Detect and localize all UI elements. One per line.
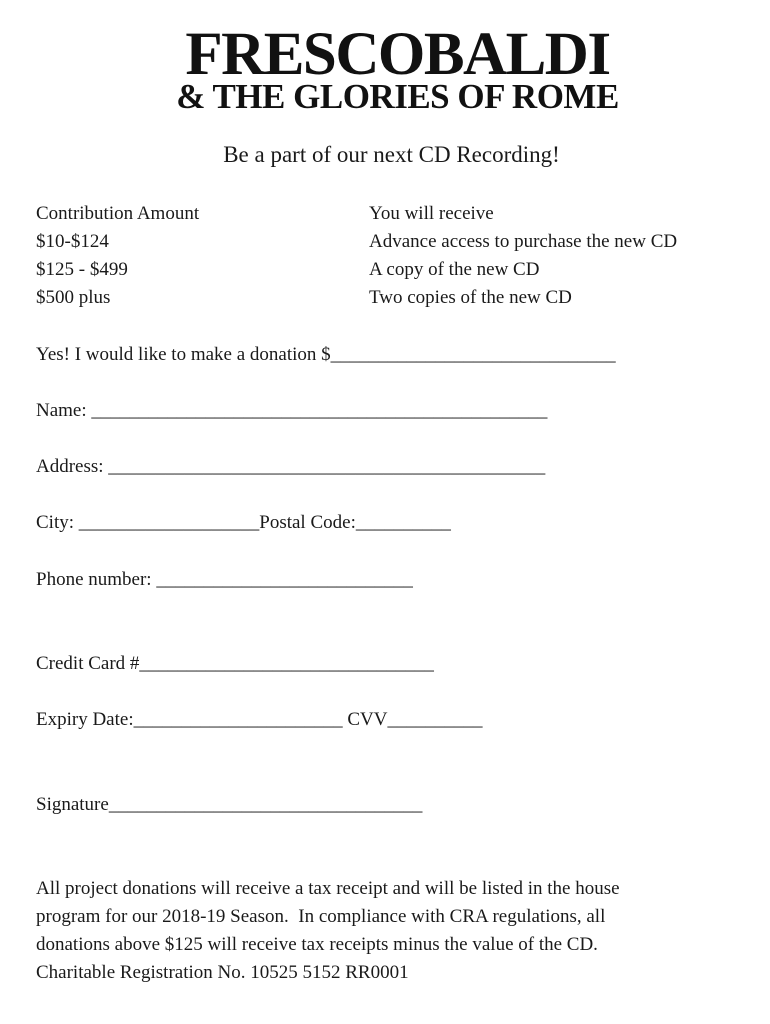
tagline: Be a part of our next CD Recording! bbox=[223, 142, 560, 167]
notice-line: donations above $125 will receive tax receipts minus the value of the CD. bbox=[36, 934, 598, 955]
charitable-registration: Charitable Registration No. 10525 5152 RR0001 bbox=[36, 962, 409, 983]
address-line: Address: ______________________________________________ bbox=[36, 456, 546, 477]
tier-benefit: Advance access to purchase the new CD bbox=[369, 231, 678, 252]
you-will-receive-heading: You will receive bbox=[369, 203, 494, 224]
organization-title: FRESCOBALDI bbox=[185, 21, 610, 88]
signature-line: Signature_________________________________ bbox=[36, 794, 423, 815]
tier-amount: $10-$124 bbox=[36, 231, 109, 252]
city-postal-line: City: ___________________Postal Code:__________ bbox=[36, 512, 451, 533]
tier-benefit: A copy of the new CD bbox=[369, 259, 540, 280]
contribution-amount-heading: Contribution Amount bbox=[36, 203, 200, 224]
name-line: Name: ________________________________________________ bbox=[36, 400, 548, 421]
tier-benefit: Two copies of the new CD bbox=[369, 287, 572, 308]
tax-receipt-notice bbox=[36, 875, 756, 987]
tier-amount: $125 - $499 bbox=[36, 259, 128, 280]
expiry-cvv-line: Expiry Date:______________________ CVV__________ bbox=[36, 709, 483, 730]
phone-line: Phone number: ___________________________ bbox=[36, 569, 413, 590]
notice-line: All project donations will receive a tax receipt and will be listed in the house bbox=[36, 878, 620, 899]
notice-line: program for our 2018-19 Season. In compliance with CRA regulations, all bbox=[36, 906, 606, 927]
organization-subtitle: & THE GLORIES OF ROME bbox=[176, 77, 619, 116]
tier-amount: $500 plus bbox=[36, 287, 111, 308]
donation-line: Yes! I would like to make a donation $______________________________ bbox=[36, 344, 616, 365]
credit-card-line: Credit Card #_______________________________ bbox=[36, 653, 434, 674]
